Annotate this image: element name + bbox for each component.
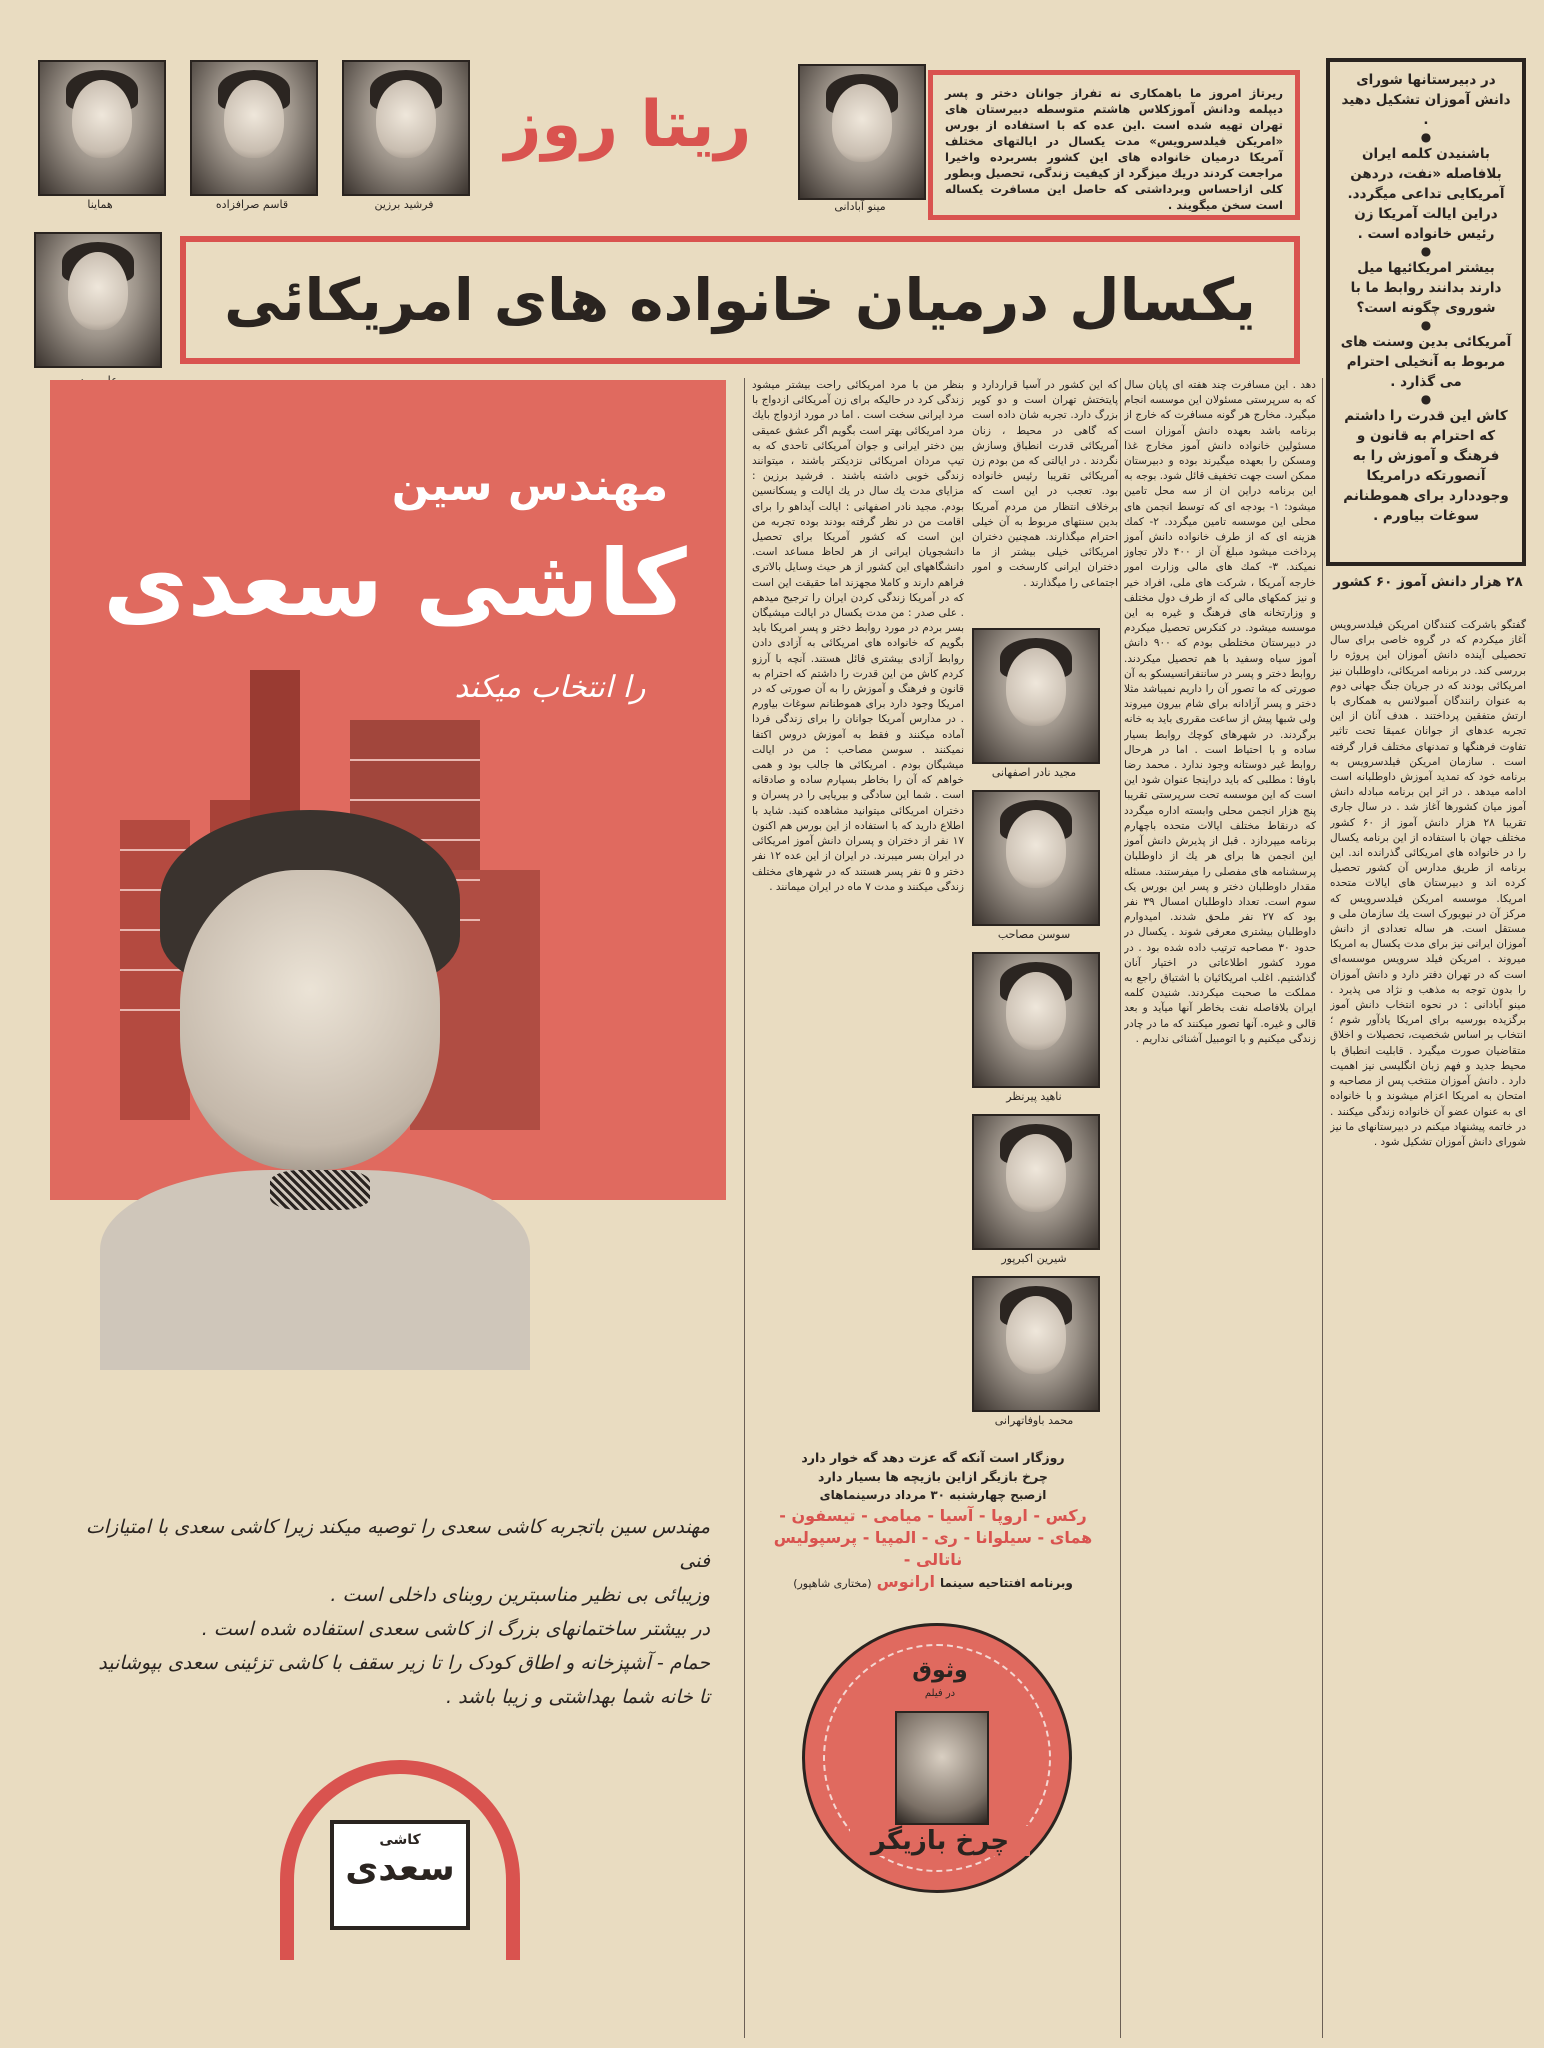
tile-ad — [50, 380, 726, 2030]
right-quote-box — [1326, 58, 1526, 566]
photo-caption: هماینا — [87, 198, 113, 211]
poster-sub: در فیلم — [924, 1688, 956, 1699]
column-rule — [1322, 378, 1323, 2038]
article-column-4: گفتگو باشرکت کنندگان امریکن فیلدسرویس آغاز میکردم که در گروه خاصی برای سال تحصیلی آینده دانش آموزان این پروژه را بررسی کند. در برنامه امریکائی، داوطلبان نیز امریکائی بودند که در جریان جنگ جهانی دوم به عنوان رانندگان آمبولانس به همکاری با ارتش متفقین پرداختند . هدف آنان از این تجربه عدهای از جوانان عمیقا تحت تاثیر تفاوت فرهنگها و تمدنهای مختلف قرار گرفته است . سازمان امریکن فیلدسرویس به برنامه خود که تمدید آموزش داوطلبانه است ادامه میدهد . در اثر این برنامه مبادله دانش آموز میان کشورها آغاز شد . در سال جاری تقریبا ۲۸ هزار دانش آموز از ۶۰ کشور مختلف جهان با استفاده از این برنامه یکسال را در خانواده های امریکائی گذرانده اند. این برنامه از طریق مدارس آن کشور تحصیل کرده اند و دبیرستان های ایالات متحده امریکا. موسسه امریکن فیلدسرویس که مرکز آن در نیویورک است یك سازمان ملی و مستقل است. هر ساله تعدادی از دانش آموزان ایرانی نیز برای مدت یکسال به امریکا میروند . امریکن فیلد سرویس موسسه‌ای است که در تهران دفتر دارد و دانش آموزان را بدون توجه به مذهب و نژاد می پذیرد . مینو آبادانی : در نحوه انتخاب دانش آموز برگزیده بورسیه برای امریکا یادآور شوم ؛ انتخاب بر اساس شخصیت، تحصیلات و اخلاق متقاضیان صورت میگیرد . قابلیت انطباق با محیط جدید و فهم زبان انگلیسی نیز اهمیت دارد . دانش آموزان منتخب پس از مصاحبه و امتحان به امریکا اعزام میشوند و با خانواده ای به عنوان عضو آن خانواده زندگی میکنند . در خاتمه پیشنهاد میکنم در دبیرستانهای ما نیز شورای دانش آموزان تشکیل شود . — [1330, 619, 1526, 1148]
cinema-line: ازصبح چهارشنبه ۳۰ مرداد درسینماهای — [819, 1488, 1047, 1502]
ad-copy-line: وزیبائی بی نظیر مناسبترین روبنای داخلی است . — [330, 1584, 710, 1606]
photo-caption: سوسن مصاحب — [997, 928, 1071, 941]
ad-copy-line: تا خانه شما بهداشتی و زیبا باشد . — [445, 1686, 710, 1708]
column-rule — [744, 378, 745, 2038]
quote-item: در دبیرستانها شورای دانش آموزان تشکیل دهید . — [1341, 72, 1511, 128]
quote-item: باشنیدن کلمه ایران بلافاصله «نفت، دردهن آمریکایی تداعی میگردد. — [1347, 146, 1505, 202]
photo-caption: مینو آبادانی — [834, 200, 886, 213]
ad-copy-line: در بیشتر ساختمانهای بزرگ از کاشی سعدی استفاده شده است . — [201, 1618, 710, 1640]
photo-majid — [972, 628, 1100, 764]
poster-star: وثوق — [912, 1658, 968, 1683]
logo-big: سعدی — [345, 1848, 455, 1889]
ad-chooses: را انتخاب میکند — [454, 670, 646, 705]
ad-copy — [70, 1510, 710, 1714]
cinema-list: همای - سیلوانا - ری - المپیا - پرسپولیس — [773, 1528, 1093, 1547]
intro-box — [928, 70, 1300, 220]
article-column-2: بنظر من با مرد امریکائی راحت بیشتر میشود زندگی کرد در حالیکه برای زن آمریکائی ازدواج با مرد ایرانی سخت است . اما در مورد ازدواج بایك مرد امریکائی بهتر است بگویم اگر عشق عمیقی بین دختر ایرانی و جوان آمریکائی تاحدی که به تیپ مردان امریکائی نزدیکتر باشند ، میتوانند زندگی خوبی داشته باشند . فرشید برزین : مزایای مدت یك سال در یك ایالت و یسکانسین بودم. مجید نادر اصفهانی : ایالت آیداهو را برای اقامت من در نظر گرفته بودند بوده تجربه من این است که کشور آمریکا برای تحصیل دانشجویان ایرانی از هر لحاظ مساعد است. دانشگاههای این کشور از هر حیث وسایل بالاتری فراهم دارند و کاملا مجهزند اما حقیقت این است که در آمریکا زندگی کردن ایران را ترجیح میدهم . علی صدر : من مدت یکسال در ایالت میشیگان بسر بردم در مورد روابط دختر و پسر امریکا باید بگویم که خانواده های امریکائی به آزادی دادن روابط آزادی بیشتری قائل هستند. آنچه با آرزو کردم کاش من این قدرت را داشتم که احترام به قانون و فرهنگ و آموزش را به آن صورتی که در امریکا وجود دارد برای هموطنانم سوغات بیاورم . در مدارس آمریکا جوانان را برای زندگی فردا آماده میکنند و فقط به آموزش دروس اکتفا نمیکنند . سوسن مصاحب : من در ایالت میشیگان بودم . امریکائی ها جالب بود و همی خواهم که آن را بخاطر بسپارم ساده و صادقانه است . شما این سادگی و بیریایی را در پسران و دختران امریکائی میتوانید مشاهده کنید. شاید با اطلاع دارید که با استفاده از این بورس هم اکنون ۱۷ نفر از دختران و پسران دانش آموز امریکائی در ایران بسر میبرند. در ایران از این عده ۱۲ نفر دختر و ۵ نفر پسر هستند که در شهرهای مختلف زندگی میکنند و مدت ۷ ماه در ایران میمانند . — [752, 379, 964, 893]
masthead-logo: ریتا روز — [504, 88, 752, 162]
film-poster — [802, 1623, 1072, 1893]
photo-farshid — [342, 60, 470, 196]
opening-cinema: ارانوس — [876, 1572, 935, 1591]
column-rule — [1120, 378, 1121, 2038]
photo-mohammad — [972, 1276, 1100, 1412]
quote-item: دراین ایالت آمریکا زن رئیس خانواده است . — [1354, 206, 1498, 242]
photo-minoo — [798, 64, 926, 200]
ad-brand: کاشی سعدی — [103, 530, 687, 637]
bullet-icon: ● — [1420, 244, 1432, 258]
cinema-ad — [752, 1448, 1114, 2038]
photo-caption: محمد باوفاتهرانی — [994, 1414, 1074, 1427]
article-column-1: دهد . این مسافرت چند هفته ای پایان سال که به سرپرستی مسئولان این موسسه انجام میگیرد. مخارج هر گونه مسافرت که خارج از برنامه باشد بعهده دانش آموزان است مسئولین خانواده دانش آموز مخارج غذا ومسکن را بعهده میگیرند بوده و دبیرستان ممکن است جهت تخفیف قائل شود. بوجه به این برنامه دراین ان از سه محل تامین میشود: ۱- بودجه ای که توسط انجمن های محلی این موسسه تامین میگردد. ۲- کمك هزینه ای که از طرف خانواده دانش آموز پرداخت میشود مبلغ آن از ۴۰۰ دلار تجاوز نمیکند. ۳- کمك های مالی وزارت امور خارجه آمریکا ، شرکت های ملی، افراد خیر و نیز کمکهای مالی که از طرف دول مختلف و وزارتخانه های فرهنگ و غیره به این موسسه میشود. در کنکرس تحصیل میکردم در دبیرستان مختلطی بودم که ۹۰۰ دانش آموز سیاه وسفید با هم تحصیل میکردند. روابط دختر و پسر در ساننفرانسیسکو به آن صورتی که ما تصور آن را داریم نمیباشد مثلا دختر و پسر آزادانه برای شام بیرون میروند ولی شبها پیش از ساعت مقرری باید به خانه برگردند. در شهرهای کوچك روابط بسیار ساده و با احتیاط است . اما در هرحال روابط غیر دوستانه وجود ندارد . محمد رضا باوفا : مطلبی که باید دراینجا عنوان شود این است که این موسسه تحت سرپرستی تقریبا پنج هزار انجمن محلی وابسته اداره میگردد که درنقاط مختلف ایالات متحده باچهارم برنامه میپردازد . قبل از پذیرش دانش آموز این انجمن ها برای هر یك از داوطلبان پرسشنامه های مفصلی را میفرستند. مسئله مقدار داوطلبان دختر و پسر این بورس یک سوم است. تعداد داوطلبان امسال ۳۹ نفر بود که ۲۷ نفر ملحق شدند. امیدوارم داوطلبان بیشتری معرفی شوند . یکسال در حدود ۳۰ مصاحبه ترتیب داده شده بود . در مورد کشور اطلاعاتی در اختیار آنان گذاشتیم. اغلب امریکائیان با اشتیاق راجع به مملکت ما صحبت میکردند. شنیدن کلمه ایران بلافاصله نفت بخاطر آنها میآید و بعد قالی و غیره. آنها تصور میکنند که ما در چادر زندگی میکنیم و با اتومبیل آشنائی نداریم . — [1124, 379, 1316, 1045]
photo-homayna — [38, 60, 166, 196]
headline-box — [180, 236, 1300, 364]
photo-caption: شیرین اکبرپور — [1001, 1252, 1067, 1265]
kashi-saadi-logo — [280, 1760, 520, 1970]
ad-tagline: مهندس سین — [391, 460, 669, 511]
bullet-icon: ● — [1420, 130, 1432, 144]
quote-item: کاش این قدرت را داشتم که احترام به قانون و فرهنگ و آموزش را به آنصورتکه درامریکا وجوددارد برای هموطنانم سوغات بیاورم . — [1343, 408, 1509, 524]
photo-ali-sadr — [34, 232, 162, 368]
quote-item: آمریکائی بدین وسنت های مربوط به آنخیلی احترام می گذارد . — [1340, 334, 1512, 390]
photo-sousan — [972, 790, 1100, 926]
photo-caption: ناهید پیرنظر — [1006, 1090, 1062, 1103]
photo-shirin — [972, 1114, 1100, 1250]
bullet-icon: ● — [1420, 318, 1432, 332]
logo-small: کاشی — [379, 1832, 421, 1848]
photo-caption: قاسم صرافزاده — [215, 198, 289, 211]
ad-copy-line: مهندس سین باتجربه کاشی سعدی را توصیه میکند زیرا کاشی سعدی با امتیازات فنی — [85, 1516, 710, 1572]
man-illustration — [100, 810, 530, 1370]
poster-face — [895, 1711, 989, 1825]
photo-caption: فرشید برزین — [374, 198, 434, 211]
ad-copy-line: حمام - آشپزخانه و اطاق کودک را تا زیر سقف با کاشی تزئینی سعدی بپوشانید — [98, 1652, 710, 1674]
headline: یکسال درمیان خانواده های امریکائی — [224, 266, 1256, 334]
cinema-list: ناتالی - — [903, 1550, 963, 1569]
opening-label: وبرنامه افتتاحیه سینما — [940, 1576, 1073, 1590]
cinema-line: روزگار است آنکه گه عزت دهد گه خوار دارد — [801, 1450, 1065, 1465]
side-heading: ۲۸ هزار دانش آموز ۶۰ کشور — [1333, 574, 1523, 590]
bullet-icon: ● — [1420, 392, 1432, 406]
article-column-3: که این کشور در آسیا قراردارد و پایتختش تهران است و دو کویر بزرگ دارد. تجربه شان داده است که گاهی در محیط ، زنان آمریکائی قدرت انطباق وسازش نگردند . در ایالتی که من بودم زن آمریکائی تقریبا رئیس خانواده بود. تعجب در این است که برخلاف انتظار من مردم آمریکا بدین سنتهای مربوط به آن خیلی احترام میگذارند. همچنین دختران امریکائی خیلی بیشتر از ما دختران ایرانی کارسخت و امور اجتماعی را میگذارند . — [972, 379, 1118, 589]
cinema-list: رکس - اروپا - آسیا - میامی - تیسفون - — [779, 1506, 1087, 1525]
photo-ghasem — [190, 60, 318, 196]
cinema-line: چرخ بازیگر ازاین بازیچه ها بسیار دارد — [818, 1469, 1048, 1484]
intro-text: ریرتاژ امروز ما باهمکاری نه تفراز جوانان دختر و پسر دیپلمه ودانش آموزکلاس هاشتم متوسطه دبیرستان های تهران تهیه شده است .این عده که با استفاده از بورس «امریکن فیلدسرویس» مدت یکسال در ایالتهای مختلف آمریکا درمیان خانواده های این کشور بسربرده واخیرا مراجعت کردند دریك میزگرد از کیفیت زندگی، تحصیل وبطور کلی ازاحساس وبرداشتی که حاصل این مسافرت یکساله است سخن میگویند . — [945, 86, 1283, 212]
producer: (مختاری شاهپور) — [793, 1577, 872, 1590]
photo-nahid — [972, 952, 1100, 1088]
poster-title: چرخ بازیگر — [850, 1826, 1030, 1856]
photo-caption: مجید نادر اصفهانی — [991, 766, 1077, 779]
quote-item: بیشتر امریکائیها میل دارند بدانند روابط ما با شوروی چگونه است؟ — [1350, 260, 1502, 316]
